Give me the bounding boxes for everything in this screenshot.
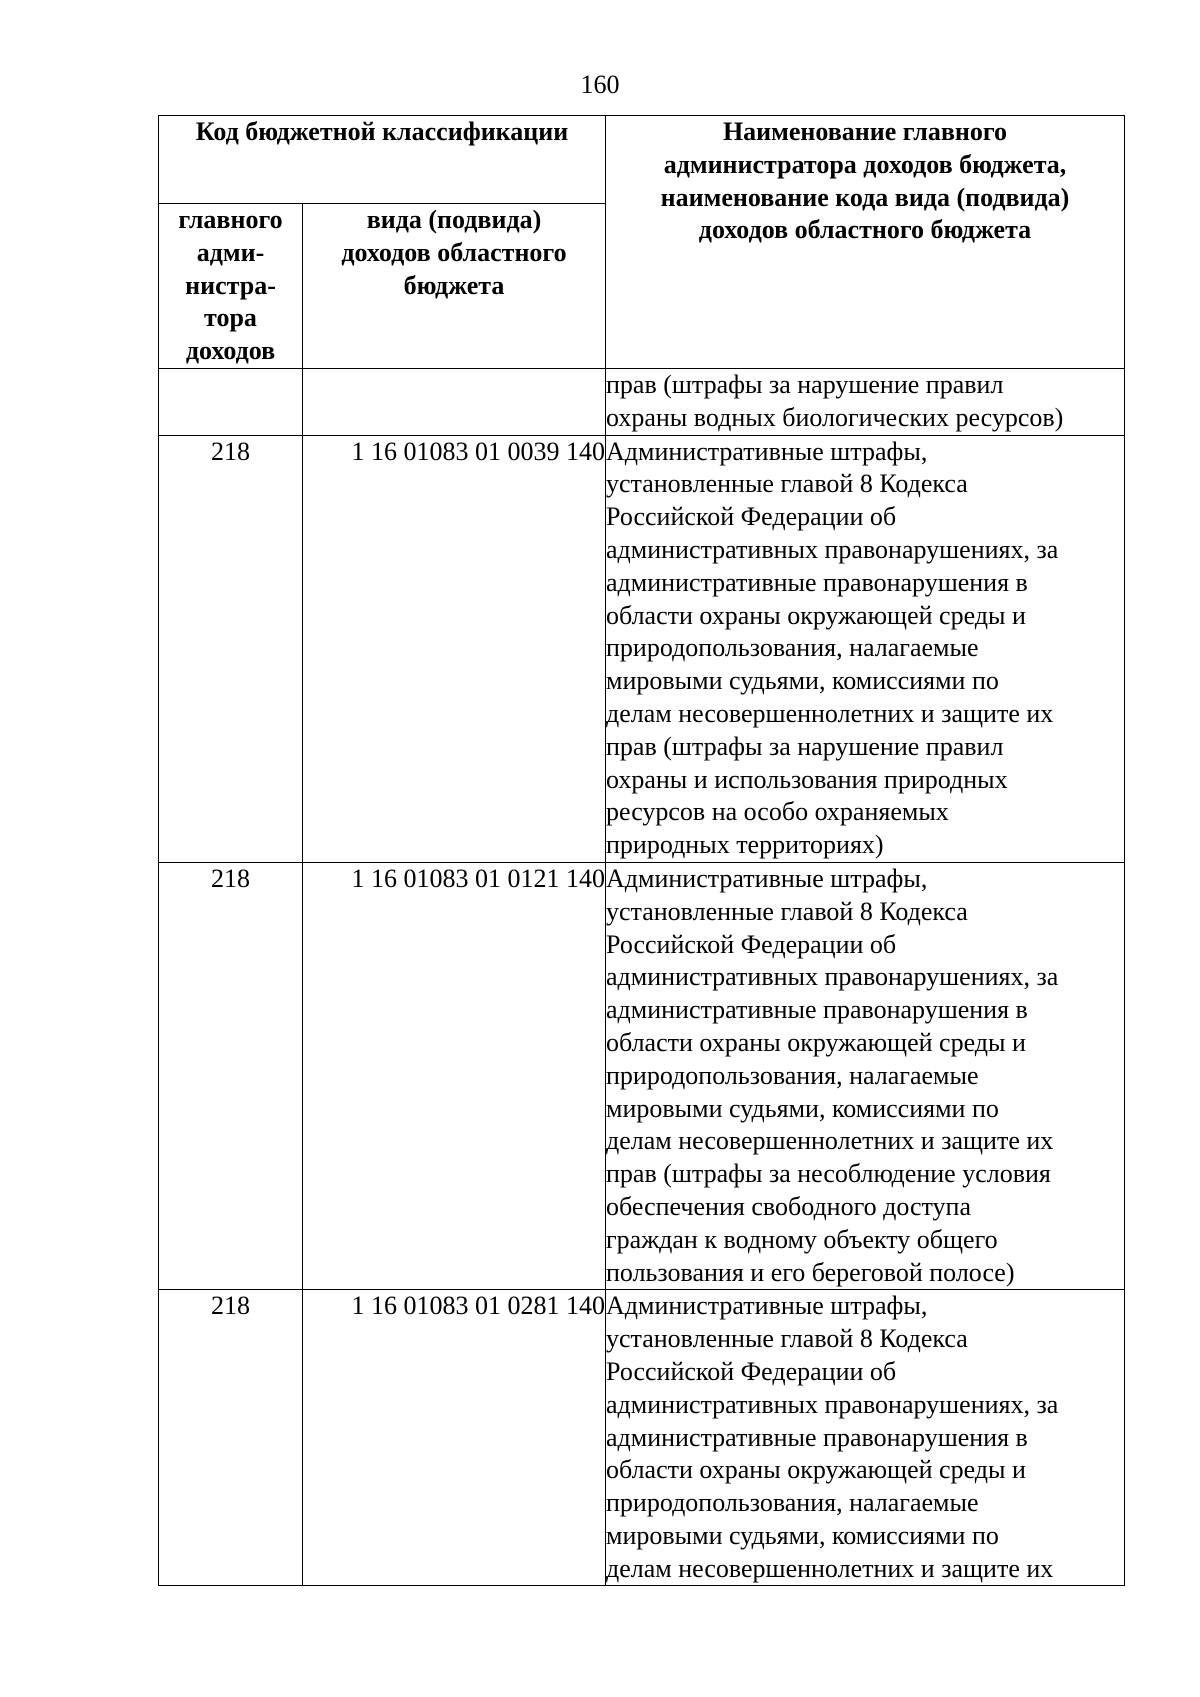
- text-line: прав (штрафы за несоблюдение условия: [606, 1159, 1051, 1189]
- header-name-column: [606, 116, 1125, 369]
- text-line: бюджета: [403, 270, 505, 300]
- text-line: администратора доходов бюджета,: [663, 149, 1067, 179]
- chief-administrator-code-cell: 218: [159, 1290, 303, 1586]
- text-line: природных территориях): [606, 830, 884, 860]
- text-line: главного: [178, 205, 283, 234]
- text-line: пользования и его береговой полосе): [606, 1257, 1015, 1287]
- text-line: административные правонарушения в: [606, 567, 1028, 597]
- text-line: нистра-: [185, 270, 276, 300]
- income-type-code-cell: 1 16 01083 01 0039 140: [303, 435, 606, 862]
- text-line: наименование кода вида (подвида): [660, 182, 1070, 212]
- header-chief-administrator: [159, 204, 303, 369]
- table-row: [159, 435, 1125, 862]
- page-number: 160: [580, 70, 620, 99]
- text-line: административные правонарушения в: [606, 1422, 1028, 1452]
- text-line: обеспечения свободного доступа: [606, 1191, 971, 1221]
- text-line: охраны и использования природных: [606, 764, 1008, 794]
- text-line: доходов областного бюджета: [698, 215, 1032, 245]
- text-line: Административные штрафы,: [606, 863, 928, 893]
- text-line: административных правонарушениях, за: [606, 534, 1059, 564]
- table-row: [159, 369, 1125, 436]
- text-line: Российской Федерации об: [606, 1356, 897, 1386]
- budget-classification-table: [158, 115, 1125, 1586]
- text-line: доходов: [185, 336, 276, 366]
- chief-administrator-code-cell: 218: [159, 435, 303, 862]
- text-line: ресурсов на особо охраняемых: [606, 797, 949, 827]
- text-line: мировыми судьями, комиссиями по: [606, 1093, 999, 1123]
- text-line: граждан к водному объекту общего: [606, 1224, 998, 1254]
- text-line: установленные главой 8 Кодекса: [606, 1324, 968, 1354]
- text-line: Российской Федерации об: [606, 929, 897, 959]
- text-line: делам несовершеннолетних и защите их: [606, 1553, 1054, 1583]
- income-name-cell: [606, 862, 1125, 1289]
- table-row: [159, 862, 1125, 1289]
- text-line: доходов областного: [341, 237, 567, 267]
- income-name-cell: [606, 1290, 1125, 1586]
- text-line: прав (штрафы за нарушение правил: [606, 731, 1004, 761]
- table-row: [159, 1290, 1125, 1586]
- text-line: природопользования, налагаемые: [606, 1060, 979, 1090]
- text-line: Административные штрафы,: [606, 1291, 928, 1321]
- text-line: установленные главой 8 Кодекса: [606, 469, 968, 499]
- text-line: природопользования, налагаемые: [606, 633, 979, 663]
- text-line: административных правонарушениях, за: [606, 1389, 1059, 1419]
- chief-administrator-code-cell: [159, 369, 303, 436]
- text-line: области охраны окружающей среды и: [606, 1455, 1026, 1485]
- text-line: области охраны окружающей среды и: [606, 600, 1026, 630]
- text-line: административных правонарушениях, за: [606, 962, 1059, 992]
- text-line: делам несовершеннолетних и защите их: [606, 698, 1054, 728]
- text-line: тора: [204, 303, 257, 333]
- text-line: Административные штрафы,: [606, 436, 928, 466]
- chief-administrator-code-cell: 218: [159, 862, 303, 1289]
- text-line: области охраны окружающей среды и: [606, 1027, 1026, 1057]
- text-line: мировыми судьями, комиссиями по: [606, 666, 999, 696]
- text-line: вида (подвида): [366, 205, 542, 234]
- income-type-code-cell: 1 16 01083 01 0281 140: [303, 1290, 606, 1586]
- text-line: охраны водных биологических ресурсов): [606, 402, 1064, 432]
- income-type-code-cell: [303, 369, 606, 436]
- text-line: адми-: [196, 237, 265, 267]
- income-name-cell: [606, 435, 1125, 862]
- header-budget-classification-code: Код бюджетной классификации: [159, 116, 606, 204]
- header-row-top: [159, 116, 1125, 204]
- income-type-code-cell: 1 16 01083 01 0121 140: [303, 862, 606, 1289]
- text-line: установленные главой 8 Кодекса: [606, 896, 968, 926]
- text-line: мировыми судьями, комиссиями по: [606, 1520, 999, 1550]
- income-name-cell: [606, 369, 1125, 436]
- text-line: делам несовершеннолетних и защите их: [606, 1126, 1054, 1156]
- text-line: Российской Федерации об: [606, 502, 897, 532]
- text-line: административные правонарушения в: [606, 995, 1028, 1025]
- header-income-type-code: [303, 204, 606, 369]
- text-line: прав (штрафы за нарушение правил: [606, 370, 1004, 399]
- text-line: Наименование главного: [722, 117, 1008, 146]
- text-line: природопользования, налагаемые: [606, 1488, 979, 1518]
